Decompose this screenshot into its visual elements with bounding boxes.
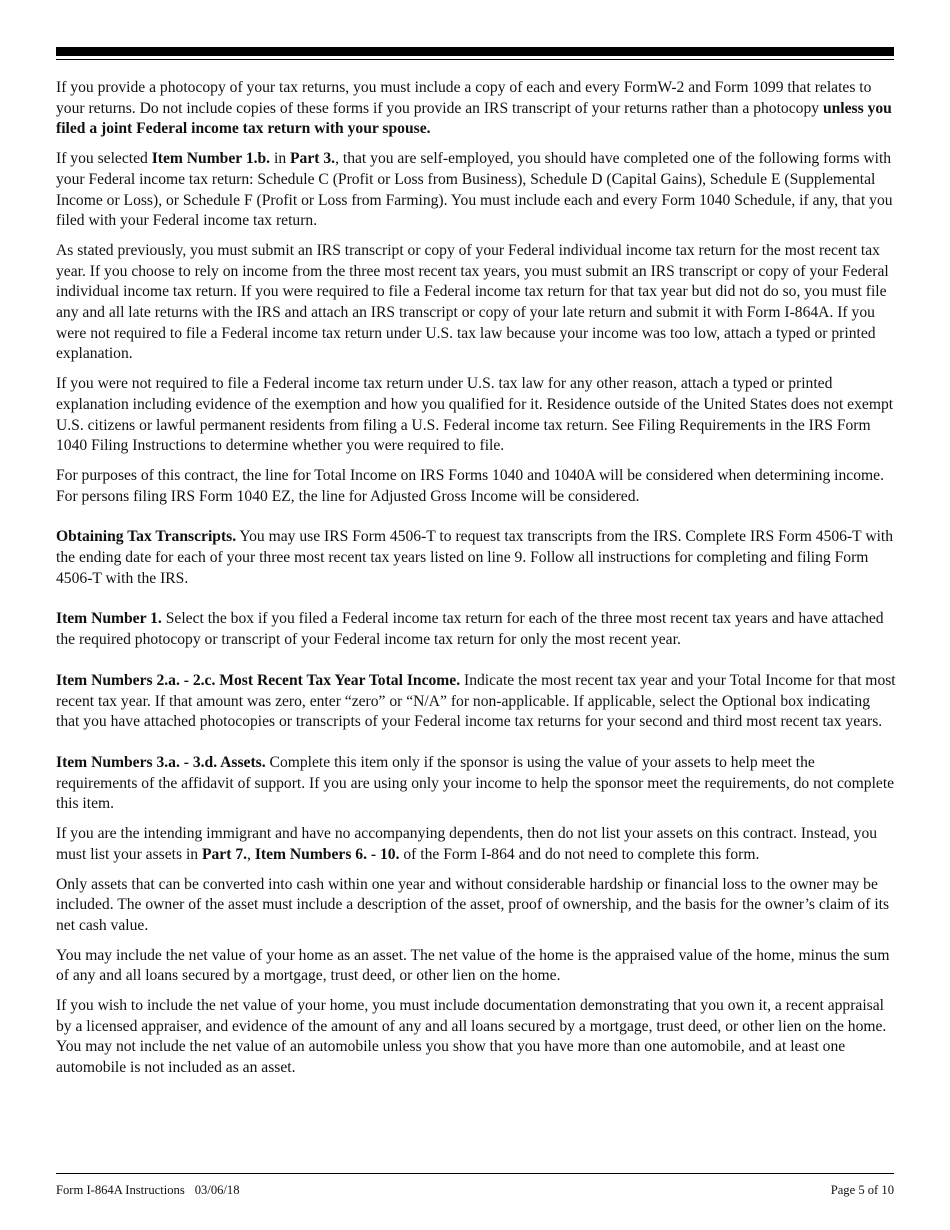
paragraph-photocopy-returns: If you provide a photocopy of your tax returns, you must include a copy of each and every FormW-2 and Form 1099 that relates to your returns. Do not include copies of these forms if you provide an IRS transcript of your returns rather than a photocopy unless you filed a joint Federal income tax return with your spouse.: [56, 79, 892, 138]
section-item-number-1: Item Number 1. Select the box if you filed a Federal income tax return for each of the three most recent tax years and have attached the required photocopy or transcript of your Federal income tax return for only the most recent year.: [56, 610, 884, 649]
paragraph-self-employed: If you selected Item Number 1.b. in Part 3., that you are self-employed, you should have completed one of the following forms with your Federal income tax return: Schedule C (Profit or Loss from Business), Schedule D (Capital Gains), Schedule E (Supplemental Income or Loss), or Schedule F (Profit or Loss from Farming). You must include each and every Form 1040 Schedule, if any, that you filed with your Federal income tax return.: [56, 150, 893, 230]
paragraph-irs-transcript: As stated previously, you must submit an IRS transcript or copy of your Federal individual income tax return for the most recent tax year. If you choose to rely on income from the three most recent tax years, you must submit an IRS transcript or copy of your Federal individual income tax return. If you were required to file a Federal income tax return for that tax year but did not do so, you must file any and all late returns with the IRS and attach an IRS transcript or copy of your late return and submit it with Form I-864A. If you were not required to file a Federal income tax return under U.S. tax law because your income was too low, attach a typed or printed explanation.: [56, 241, 889, 363]
section-heading: Obtaining Tax Transcripts.: [56, 528, 237, 546]
paragraph-intending-immigrant: If you are the intending immigrant and have no accompanying dependents, then do not list your assets on this contract. Instead, you must list your assets in Part 7., Item Numbers 6. - 10. of the Form I-864 and do not need to complete this form.: [56, 825, 878, 863]
paragraph-convertible-assets: Only assets that can be converted into cash within one year and without considerable hardship or financial loss to the owner may be included. The owner of the asset must include a description of the asset, proof of ownership, and the basis for the owner’s claim of its net cash value.: [56, 875, 890, 934]
section-heading: Item Number 1.: [56, 610, 162, 628]
header-thin-rule: [56, 59, 894, 60]
footer-rule: [56, 1173, 894, 1174]
section-obtaining-tax-transcripts: Obtaining Tax Transcripts. You may use IRS Form 4506-T to request tax transcripts from the IRS. Complete IRS Form 4506-T with the ending date for each of your three most recent tax years listed on line 9. Follow all instructions for completing and filing Form 4506-T with the IRS.: [56, 528, 894, 587]
paragraph-home-net-value: You may include the net value of your home as an asset. The net value of the home is the appraised value of the home, minus the sum of any and all loans secured by a mortgage, trust deed, or other lien on the home.: [56, 946, 890, 985]
section-item-numbers-3-assets: Item Numbers 3.a. - 3.d. Assets. Complete this item only if the sponsor is using the value of your assets to help meet the requirements of the affidavit of support. If you are using only your income to help the sponsor meet the requirements, do not complete this item.: [56, 753, 895, 813]
section-item-numbers-2: Item Numbers 2.a. - 2.c. Most Recent Tax Year Total Income. Indicate the most recent tax year and your Total Income for that most recent tax year. If that amount was zero, enter “zero” or “N/A” for non-applicable. If applicable, select the Optional box indicating that you have attached photocopies or transcripts of your Federal income tax returns for your second and third most recent tax years.: [56, 671, 896, 731]
footer-form-info: [56, 1183, 240, 1198]
footer-edition-date: 03/06/18: [194, 1183, 240, 1197]
footer-page-number: Page 5 of 10: [830, 1183, 894, 1197]
section-heading: Item Numbers 3.a. - 3.d. Assets.: [56, 753, 266, 771]
paragraph-home-documentation: If you wish to include the net value of your home, you must include documentation demonstrating that you own it, a recent appraisal by a licensed appraiser, and evidence of the amount of any and all loans secured by a mortgage, trust deed, or other lien on the home. You may not include the net value of an automobile unless you show that you have more than one automobile, and at least one automobile is not included as an asset.: [56, 997, 887, 1077]
section-heading: Item Numbers 2.a. - 2.c. Most Recent Tax Year Total Income.: [56, 671, 461, 689]
instructions-body: [56, 78, 896, 1088]
paragraph-not-required-to-file: If you were not required to file a Federal income tax return under U.S. tax law for any other reason, attach a typed or printed explanation including evidence of the exemption and how you qualified for it. Residence outside of the United States does not exempt U.S. citizens or lawful permanent residents from filing a U.S. Federal income tax return. See Filing Requirements in the IRS Form 1040 Filing Instructions to determine whether you were required to file.: [56, 375, 894, 455]
paragraph-total-income: For purposes of this contract, the line for Total Income on IRS Forms 1040 and 1040A will be considered when determining income. For persons filing IRS Form 1040 EZ, the line for Adjusted Gross Income will be considered.: [56, 466, 884, 505]
header-thick-rule: [56, 47, 894, 56]
footer-form-name: Form I-864A Instructions: [56, 1183, 185, 1197]
